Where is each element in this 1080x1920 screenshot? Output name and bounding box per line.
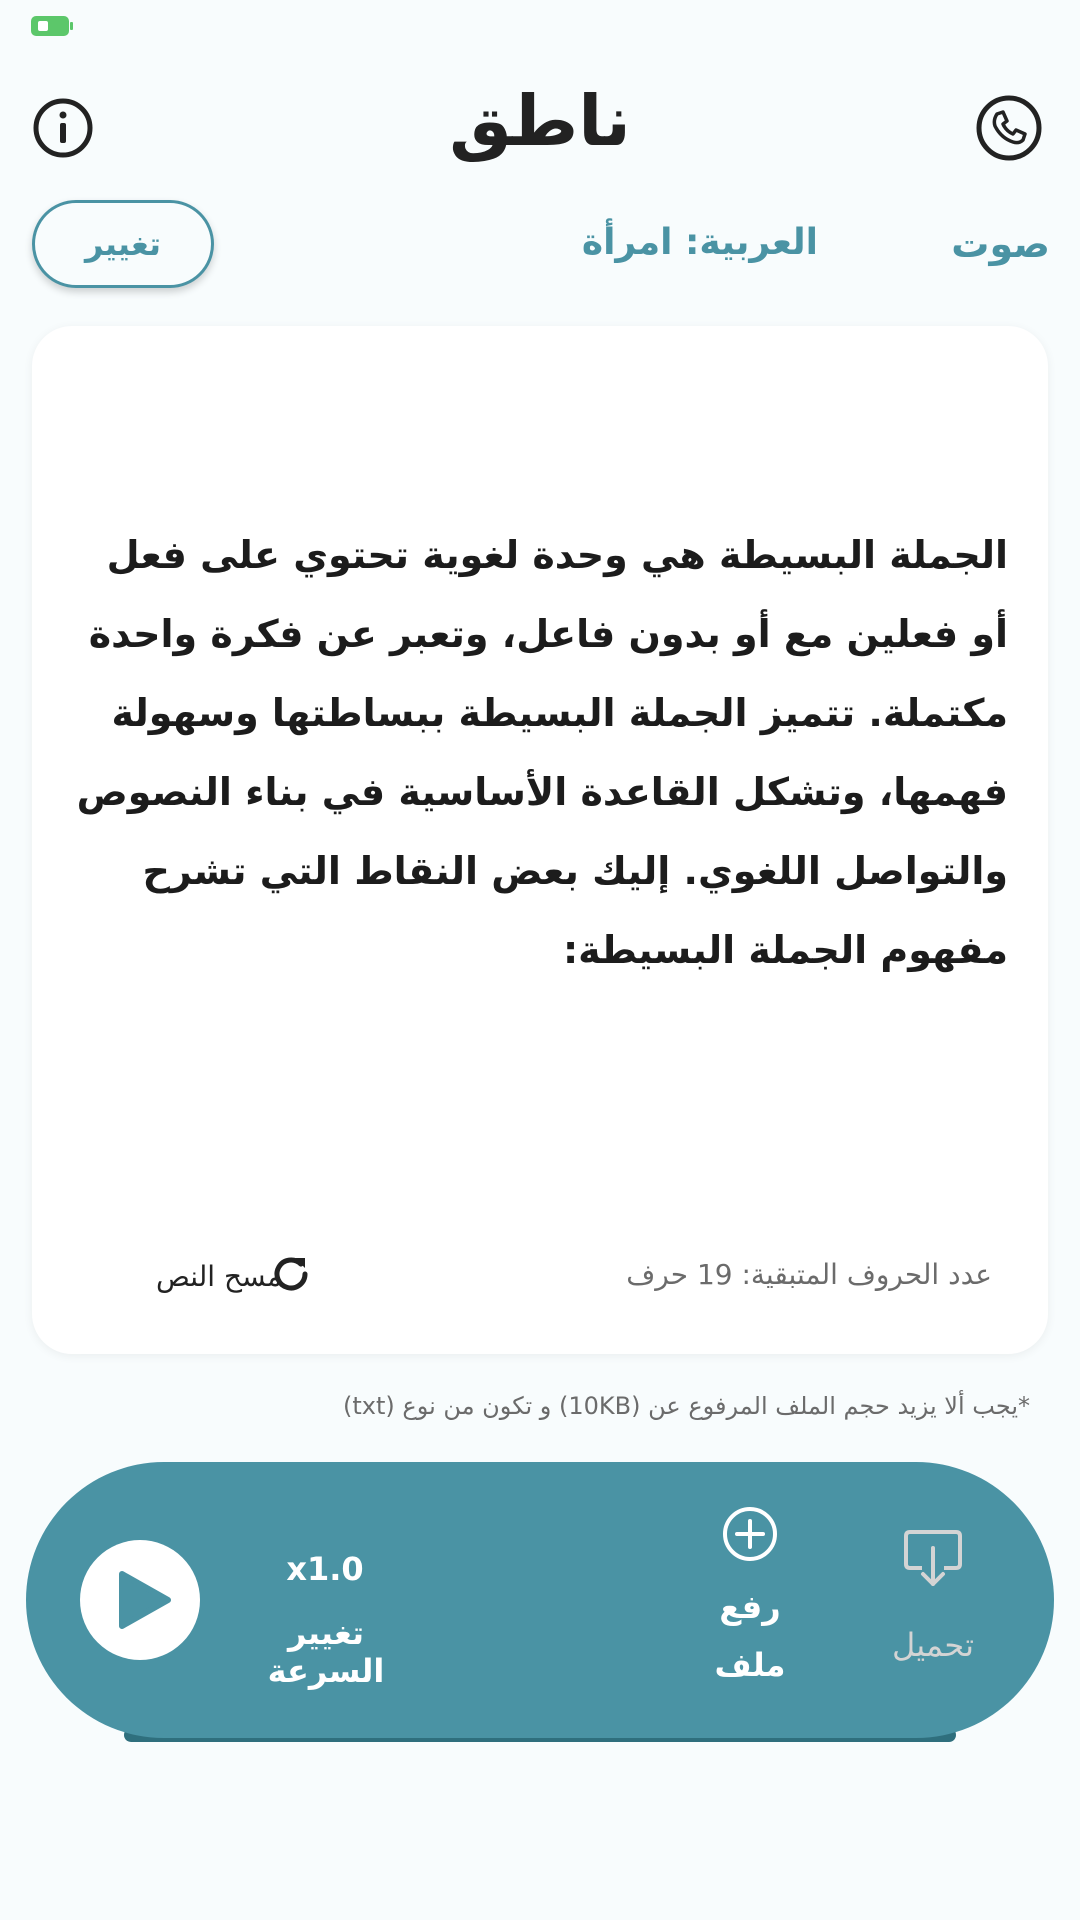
plus-circle-icon bbox=[720, 1504, 780, 1564]
download-label: تحميل bbox=[892, 1626, 974, 1664]
info-icon bbox=[32, 97, 94, 159]
text-editor-card bbox=[32, 326, 1048, 1354]
clear-text-label: مسح النص bbox=[156, 1260, 283, 1293]
editor-footer bbox=[32, 1246, 1048, 1326]
change-speed-button[interactable]: تغيير السرعة bbox=[267, 1614, 385, 1690]
status-bar bbox=[0, 0, 1080, 52]
download-icon bbox=[900, 1526, 966, 1592]
upload-note: *يجب ألا يزيد حجم الملف المرفوع عن (10KB) و تكون من نوع (txt) bbox=[343, 1392, 1030, 1420]
voice-label: صوت bbox=[951, 222, 1050, 266]
clear-text-button[interactable] bbox=[92, 1246, 292, 1310]
upload-file-button[interactable] bbox=[690, 1500, 810, 1690]
app-header bbox=[0, 70, 1080, 190]
download-button[interactable] bbox=[858, 1520, 1008, 1670]
play-icon bbox=[114, 1570, 174, 1630]
play-button[interactable] bbox=[80, 1540, 200, 1660]
call-button[interactable] bbox=[975, 94, 1043, 162]
speed-value[interactable]: x1.0 bbox=[286, 1550, 364, 1588]
info-button[interactable] bbox=[32, 97, 94, 159]
remaining-characters: عدد الحروف المتبقية: 19 حرف bbox=[626, 1258, 992, 1291]
paragraph-gap bbox=[62, 1148, 1008, 1227]
phone-icon bbox=[975, 94, 1043, 162]
text-paragraph: الجملة البسيطة هي وحدة لغوية تحتوي على فعل أو فعلين مع أو بدون فاعل، وتعبر عن فكرة واحدة مكتملة. تتميز الجملة البسيطة ببساطتها وسهولة فهمها، وتشكل القاعدة الأساسية في بناء النصوص والتواصل اللغوي. إليك بعض النقاط التي تشرح مفهوم الجملة البسيطة: bbox=[63, 533, 1008, 972]
refresh-icon bbox=[267, 1250, 315, 1298]
upload-label-line1: رفع bbox=[719, 1588, 781, 1626]
change-voice-button[interactable]: تغيير bbox=[32, 200, 214, 288]
battery-icon bbox=[30, 14, 74, 38]
app-title: ناطق bbox=[449, 80, 631, 162]
voice-value: العربية: امرأة bbox=[581, 222, 818, 263]
upload-label-line2: ملف bbox=[714, 1646, 786, 1684]
text-input-area[interactable] bbox=[62, 358, 1008, 1272]
voice-selector bbox=[0, 198, 1080, 294]
